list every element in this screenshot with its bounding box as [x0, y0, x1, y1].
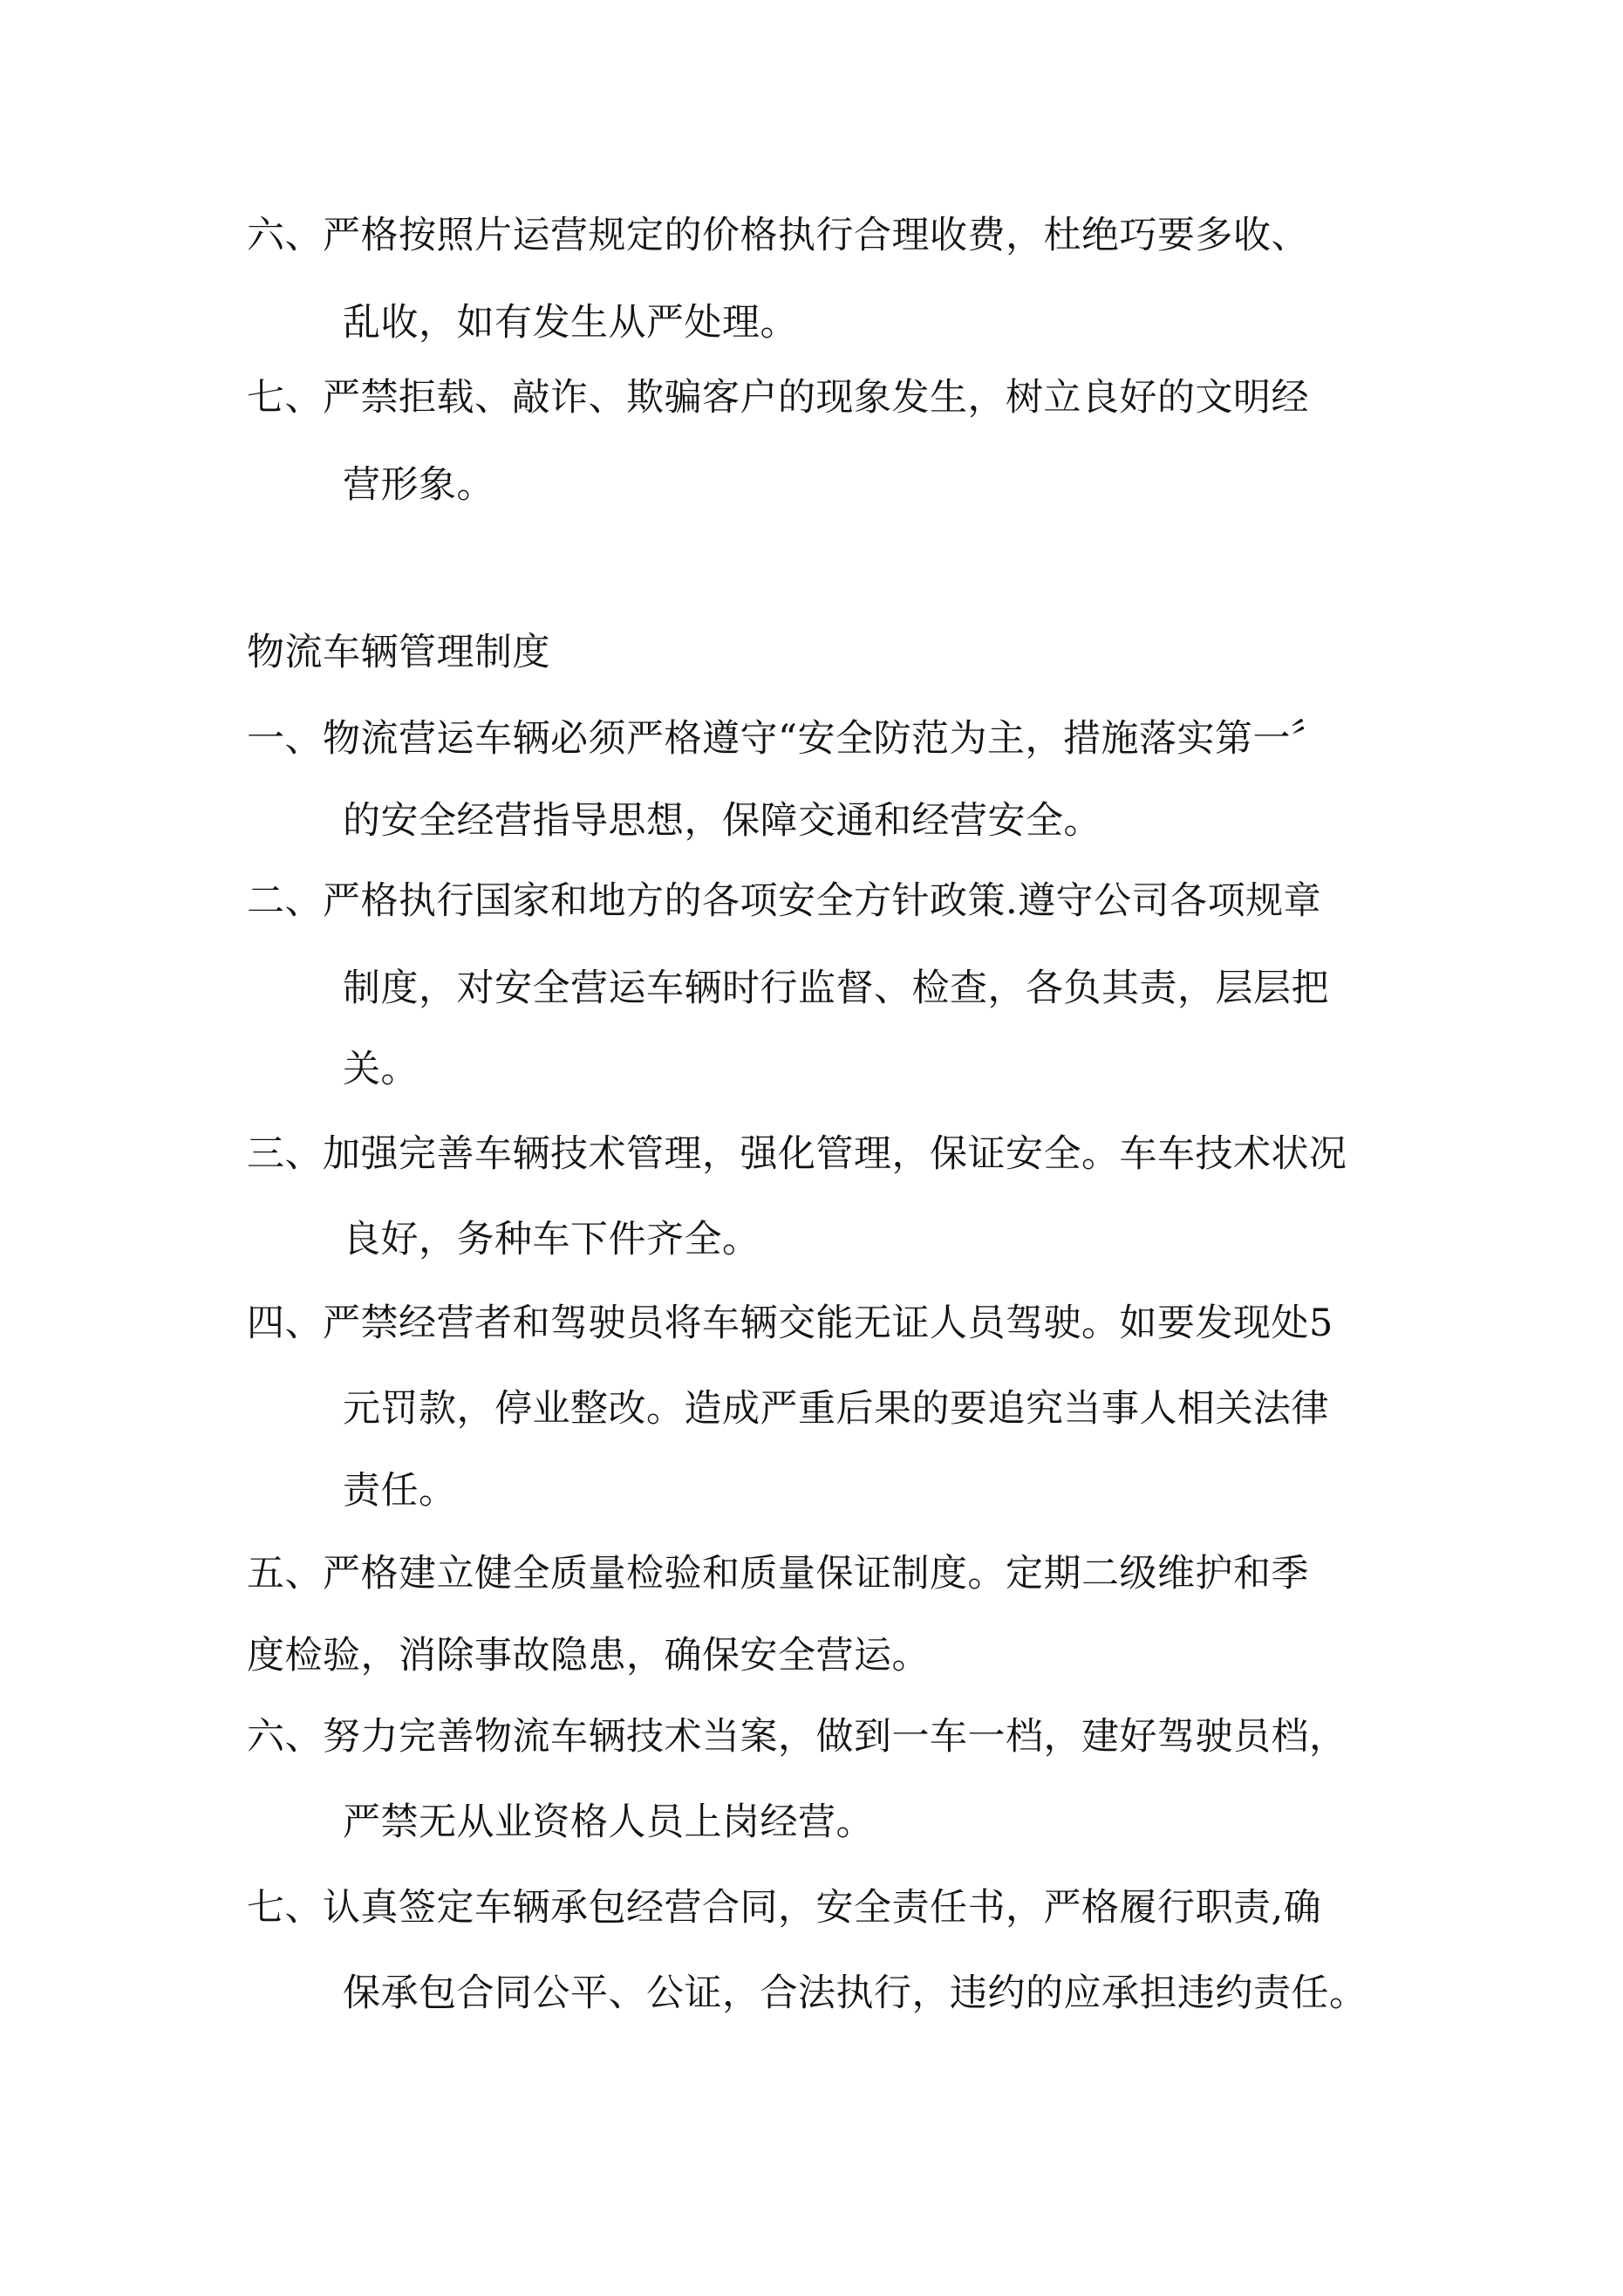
rule-7-line-2: 保承包合同公平、公证，合法执行，违约的应承担违约责任。	[343, 1971, 1367, 2015]
item-7-line-2: 营形象。	[343, 463, 494, 507]
item-7-line-1: 七、严禁拒载、敲诈、欺骗客户的现象发生，树立良好的文明经	[247, 376, 1309, 420]
rule-6-line-1: 六、努力完善物流车辆技术当案，做到一车一档，建好驾驶员档，	[247, 1715, 1347, 1759]
rule-5-line-1: 五、严格建立健全质量检验和质量保证制度。定期二级维护和季	[247, 1552, 1309, 1596]
rule-2-line-1: 二、严格执行国家和地方的各项安全方针政策.遵守公司各项规章	[247, 879, 1322, 923]
item-6-line-2: 乱收，如有发生从严处理。	[343, 301, 798, 345]
rule-3-line-2: 良好，务种车下件齐全。	[343, 1218, 760, 1261]
rule-3-line-1: 三、加强完善车辆技术管理，强化管理，保证安全。车车技术状况	[247, 1132, 1347, 1176]
rule-4-line-3: 责任。	[343, 1469, 457, 1513]
rule-6-line-2: 严禁无从业资格人员上岗经营。	[343, 1801, 874, 1844]
rule-4-line-2: 元罚款，停业整改。造成严重后果的要追究当事人相关法律	[343, 1387, 1329, 1431]
rule-1-line-1: 一、物流营运车辆必须严格遵守“安全防范为主，措施落实第一〞	[247, 717, 1329, 761]
section-title: 物流车辆管理制度	[247, 631, 550, 674]
rule-1-line-2: 的安全经营指导思想，保障交通和经营安全。	[343, 799, 1101, 843]
rule-7-line-1: 七、认真签定车辆承包经营合同，安全责任书，严格履行职责,确	[247, 1886, 1322, 1930]
rule-4-line-1: 四、严禁经营者和驾驶员将车辆交能无证人员驾驶。如要发现处5	[247, 1302, 1333, 1345]
rule-2-line-2: 制度，对安全营运车辆时行监督、检查，各负其责，层层把	[343, 967, 1329, 1010]
rule-5-line-2: 度检验，消除事故隐患，确保安全营运。	[247, 1634, 930, 1678]
rule-2-line-3: 关。	[343, 1048, 419, 1091]
item-6-line-1: 六、严格按照片运营规定的价格执行合理收费，杜绝巧要多收、	[247, 214, 1309, 257]
